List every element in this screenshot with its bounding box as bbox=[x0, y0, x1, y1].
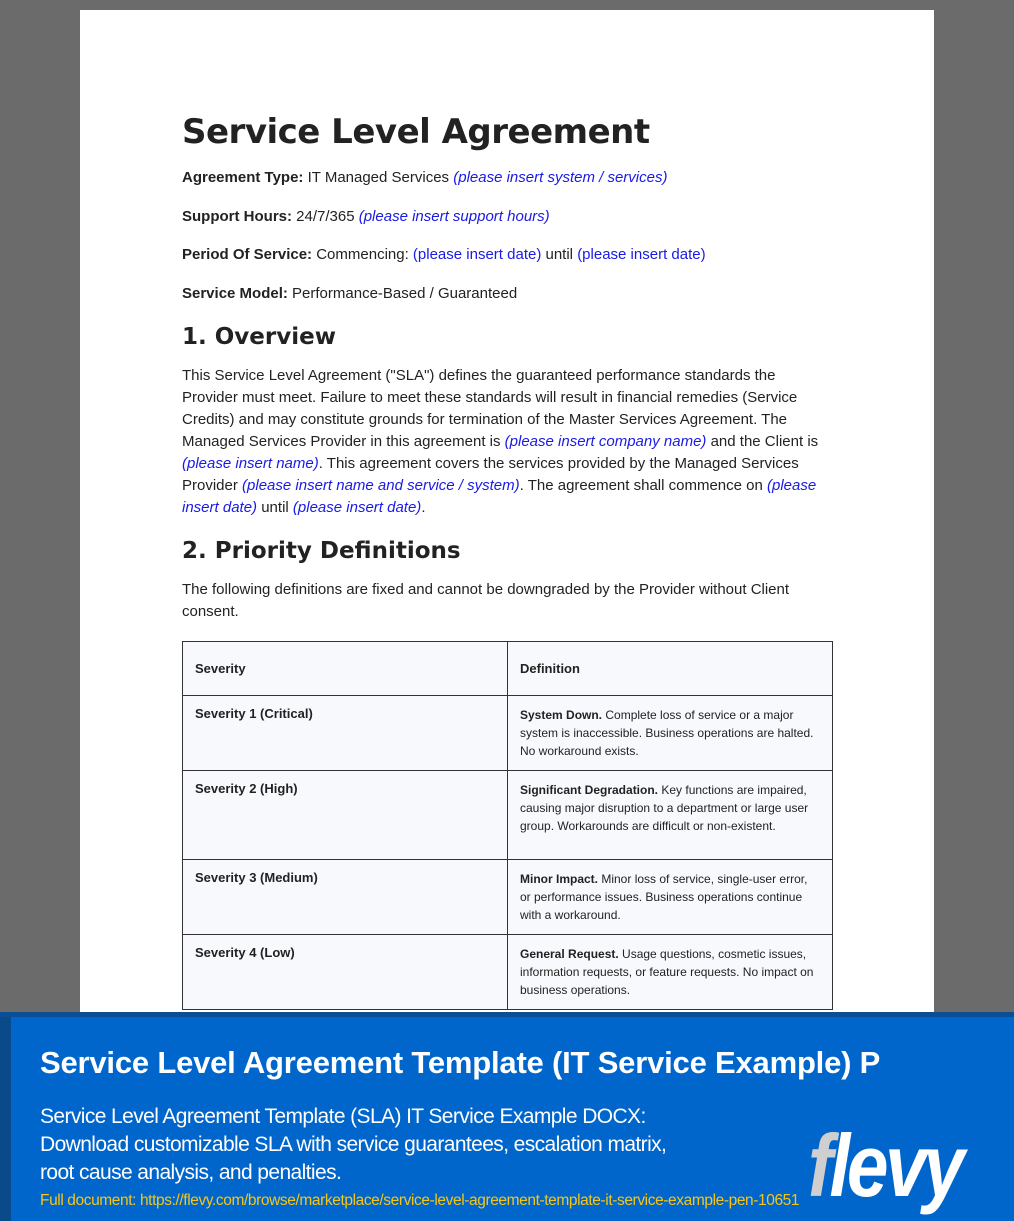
text-segment: 24/7/365 bbox=[296, 208, 359, 225]
field-label: Period Of Service: bbox=[182, 246, 317, 263]
text-segment: . The agreement shall commence on bbox=[519, 477, 768, 494]
placeholder-text: (please insert company name) bbox=[504, 433, 707, 450]
overview-paragraph bbox=[182, 365, 834, 519]
placeholder-text: (please insert date) bbox=[577, 246, 706, 263]
field-label: Service Model: bbox=[182, 285, 293, 302]
header-severity: Severity bbox=[183, 642, 508, 696]
priority-intro: The following definitions are fixed and cannot be downgraded by the Provider without Client consent. bbox=[182, 581, 790, 620]
placeholder-text: (please insert system / services) bbox=[453, 169, 668, 186]
banner-description: Service Level Agreement Template (SLA) IT Service Example DOCX: Download customizable SLA with service guarantees, escalation matrix, root cause analysis, and penalties. bbox=[40, 1105, 667, 1184]
text-segment: Commencing: bbox=[316, 246, 413, 263]
placeholder-text: (please insert name) bbox=[182, 455, 319, 472]
definition-lead: System Down. bbox=[520, 708, 603, 722]
table-row bbox=[183, 860, 833, 935]
priority-heading: 2. Priority Definitions bbox=[182, 538, 461, 564]
document-page bbox=[80, 10, 934, 1020]
placeholder-text: (please insert date) bbox=[292, 499, 422, 516]
text-segment: until bbox=[257, 499, 293, 516]
field-label: Agreement Type: bbox=[182, 169, 308, 186]
text-segment: IT Managed Services bbox=[307, 169, 454, 186]
banner-title: Service Level Agreement Template (IT Service Example) P bbox=[40, 1045, 881, 1080]
banner-accent-strip bbox=[0, 1017, 11, 1221]
placeholder-text: (please insert date) bbox=[412, 246, 542, 263]
definition-lead: General Request. bbox=[520, 947, 619, 961]
table-row bbox=[183, 771, 833, 860]
field-label: Support Hours: bbox=[182, 208, 297, 225]
severity-cell: Severity 4 (Low) bbox=[183, 935, 508, 1010]
text-segment: . bbox=[421, 499, 426, 516]
table-row bbox=[183, 935, 833, 1010]
placeholder-text: (please insert date) bbox=[182, 477, 817, 516]
definition-cell bbox=[508, 935, 833, 1010]
table-header-row bbox=[183, 642, 833, 696]
definition-text: Minor loss of service, single-user error, or performance issues. Business operations continue with a workaround. bbox=[520, 872, 808, 922]
severity-cell: Severity 3 (Medium) bbox=[183, 860, 508, 935]
definition-cell bbox=[508, 860, 833, 935]
meta-service-model bbox=[182, 285, 517, 302]
placeholder-text: (please insert support hours) bbox=[358, 208, 550, 225]
definition-cell bbox=[508, 771, 833, 860]
overview-heading: 1. Overview bbox=[182, 324, 336, 350]
definition-cell bbox=[508, 696, 833, 771]
promo-banner bbox=[0, 1012, 1014, 1221]
placeholder-text: (please insert name and service / system) bbox=[242, 477, 520, 494]
meta-support-hours bbox=[182, 208, 550, 225]
flevy-logo: flevy bbox=[808, 1116, 962, 1215]
text-segment: and the Client is bbox=[706, 433, 819, 450]
definition-text: Key functions are impaired, causing major disruption to a department or large user group. Workarounds are difficult or non-existent. bbox=[520, 783, 809, 833]
definition-lead: Minor Impact. bbox=[520, 872, 599, 886]
text-segment: This Service Level Agreement ("SLA") defines the guaranteed performance standards the Provider must meet. Failure to meet these standards will result in financial remedies (Service Credits) and may constitute grounds for termination of the Master Services Agreement. The Managed Services Provider in this agreement is bbox=[182, 367, 798, 450]
definition-text: Complete loss of service or a major system is inaccessible. Business operations are halted. No workaround exists. bbox=[520, 708, 814, 758]
text-segment: . This agreement covers the services provided by the Managed Services Provider bbox=[182, 455, 799, 494]
severity-cell: Severity 2 (High) bbox=[183, 771, 508, 860]
document-title: Service Level Agreement bbox=[182, 112, 650, 152]
definition-text: Usage questions, cosmetic issues, information requests, or feature requests. No impact on business operations. bbox=[520, 947, 814, 997]
definition-lead: Significant Degradation. bbox=[520, 783, 659, 797]
header-definition: Definition bbox=[508, 642, 833, 696]
severity-cell: Severity 1 (Critical) bbox=[183, 696, 508, 771]
text-segment: Performance-Based / Guaranteed bbox=[292, 285, 518, 302]
meta-agreement-type bbox=[182, 169, 667, 186]
text-segment: until bbox=[541, 246, 578, 263]
severity-table bbox=[182, 641, 833, 1010]
table-row bbox=[183, 696, 833, 771]
meta-period-of-service bbox=[182, 246, 706, 263]
full-document-link[interactable]: Full document: https://flevy.com/browse/marketplace/service-level-agreement-template-it-service-example-pen-10651 bbox=[40, 1192, 800, 1209]
